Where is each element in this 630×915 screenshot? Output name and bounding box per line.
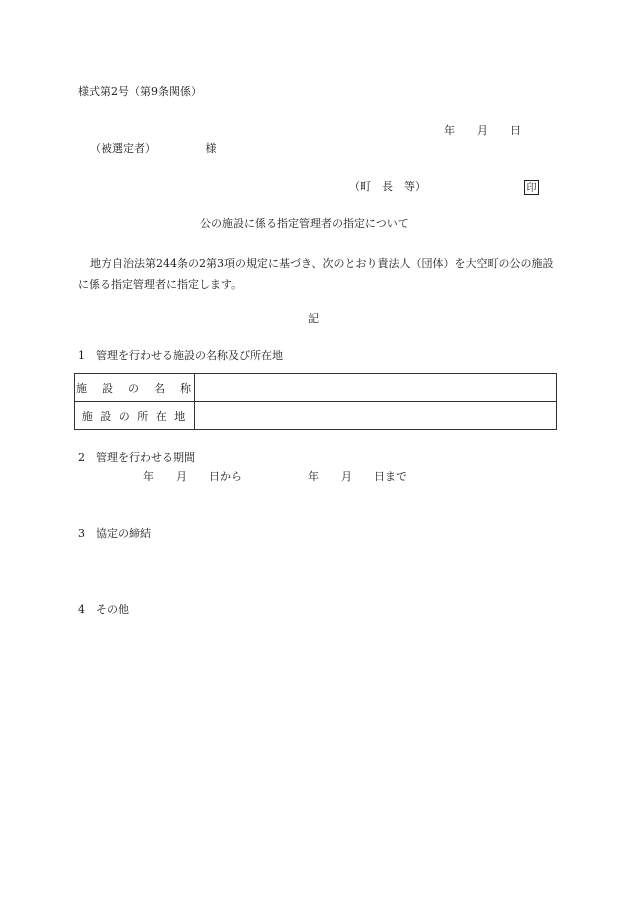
- facility-location-value[interactable]: [195, 402, 557, 430]
- date-line: 年 月 日: [444, 124, 521, 137]
- section-4-heading: 4 その他: [78, 603, 129, 616]
- body-paragraph: 地方自治法第244条の2第3項の規定に基づき、次のとおり貴法人（団体）を大空町の公の施設に係る指定管理者に指定します。: [78, 257, 554, 291]
- table-row: [75, 374, 557, 402]
- ki-heading: 記: [308, 312, 319, 325]
- document-title: 公の施設に係る指定管理者の指定について: [200, 217, 409, 230]
- facility-name-value[interactable]: [195, 374, 557, 402]
- recipient-line: （被選定者） 様: [90, 142, 217, 155]
- form-number: 様式第2号（第9条関係）: [78, 85, 202, 98]
- section-3-heading: 3 協定の締結: [78, 527, 151, 540]
- facility-location-label: 施 設 の 所 在 地: [75, 402, 195, 430]
- facility-name-label: 施 設 の 名 称: [75, 374, 195, 402]
- section-1-heading: 1 管理を行わせる施設の名称及び所在地: [78, 349, 283, 362]
- table-row: [75, 402, 557, 430]
- facility-table: [74, 373, 557, 430]
- issuer-line: （町 長 等）: [349, 180, 426, 193]
- section-2-heading: 2 管理を行わせる期間: [78, 451, 195, 464]
- management-period: 年 月 日から 年 月 日まで: [143, 470, 407, 483]
- seal-box: 印: [524, 180, 539, 195]
